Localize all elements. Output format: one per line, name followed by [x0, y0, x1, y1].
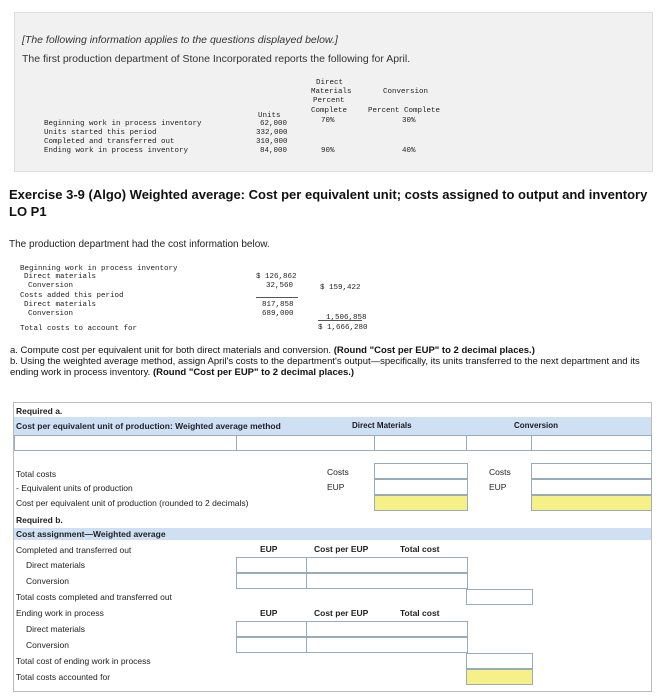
prod-row-conv: 40% [402, 147, 416, 155]
prod-row-conv: 30% [402, 117, 416, 125]
required-a-header: Cost per equivalent unit of production: Weighted average method [16, 421, 281, 431]
ending-conv-cost-input[interactable] [306, 637, 468, 653]
total-accounted-input[interactable] [466, 669, 533, 685]
conv-label-2: Conversion [26, 640, 69, 650]
cost-row-label: Direct materials [24, 273, 97, 281]
exercise-title: Exercise 3-9 (Algo) Weighted average: Cost per equivalent unit; costs assigned to output and inventory LO P1 [9, 187, 648, 219]
prod-row-units: 62,000 [260, 120, 288, 128]
ending-conv-eup-input[interactable] [236, 637, 308, 653]
input-cell[interactable] [531, 435, 652, 451]
cost-row-label: Costs added this period [20, 292, 124, 300]
completed-label: Completed and transferred out [16, 545, 132, 555]
ending-dm-eup-input[interactable] [236, 621, 308, 637]
cost-intro: The production department had the cost information below. [9, 239, 270, 250]
instruction-b: b. Using the weighted average method, assign April's costs to the department's output—specifically, its units transferred to the next department and its ending work in process inventory. (Round "Cost per EUP" to 2 decimal places.) [10, 356, 640, 378]
input-cell[interactable] [374, 435, 468, 451]
prod-row-units: 332,000 [256, 129, 288, 137]
cost-row-label: Conversion [28, 310, 74, 318]
cost-row-a: 817,858 [262, 301, 294, 309]
conv-total-costs-input[interactable] [531, 463, 652, 479]
total-costs-label: Total costs [16, 469, 57, 479]
input-cell[interactable] [14, 435, 238, 451]
instruction-a: a. Compute cost per equivalent unit for both direct materials and conversion. (Round "Cost per EUP" to 2 decimal places.) [10, 345, 535, 356]
conv-eup-input[interactable] [531, 479, 652, 495]
costs-label-conv: Costs [489, 467, 511, 477]
total-accounted-label: Total costs accounted for [16, 672, 111, 682]
col-conv-header-1: Conversion [383, 88, 429, 96]
col-dm-header-4: Complete [311, 107, 348, 115]
dm-label-2: Direct materials [26, 624, 86, 634]
cost-row-label: Direct materials [24, 301, 97, 309]
total-cost-col-header: Total cost [400, 544, 440, 554]
input-cell[interactable] [236, 435, 376, 451]
cost-per-eup-row-label: Cost per equivalent unit of production (rounded to 2 decimals) [16, 498, 249, 508]
ending-wip-label: Ending work in process [16, 608, 104, 618]
eup-label-dm: EUP [327, 482, 345, 492]
cost-row-b: $ 1,666,280 [318, 324, 368, 332]
cost-per-eup-col-header-2: Cost per EUP [314, 608, 369, 618]
input-cell[interactable] [466, 435, 533, 451]
prod-row-label: Beginning work in process inventory [44, 120, 202, 128]
ending-dm-cost-input[interactable] [306, 621, 468, 637]
prod-row-units: 84,000 [260, 147, 288, 155]
conv-header: Conversion [514, 421, 559, 430]
cost-per-eup-col-header: Cost per EUP [314, 544, 369, 554]
total-ending-input[interactable] [466, 653, 533, 669]
completed-conv-eup-input[interactable] [236, 573, 308, 589]
cost-row-a: 689,000 [262, 310, 294, 318]
dm-header: Direct Materials [352, 421, 412, 430]
conv-cost-per-eup-input[interactable] [531, 495, 652, 511]
col-conv-header-2: Percent Complete [368, 107, 441, 115]
prod-row-dm: 70% [321, 117, 335, 125]
prod-row-label: Completed and transferred out [44, 138, 175, 146]
col-dm-header-3: Percent [313, 97, 345, 105]
col-dm-header-2: Materials [311, 88, 352, 96]
costs-label-dm: Costs [327, 467, 349, 477]
cost-row-a: 32,560 [266, 282, 294, 290]
intro-text: [The following information applies to the questions displayed below.] [22, 34, 338, 46]
cost-row-label: Beginning work in process inventory [20, 265, 178, 273]
completed-conv-cost-input[interactable] [306, 573, 468, 589]
cost-row-a: $ 126,862 [256, 273, 297, 281]
cost-divider [318, 320, 362, 321]
dm-total-costs-input[interactable] [374, 463, 468, 479]
total-completed-input[interactable] [466, 589, 533, 605]
prod-row-units: 310,000 [256, 138, 288, 146]
completed-dm-eup-input[interactable] [236, 557, 308, 573]
prod-row-label: Ending work in process inventory [44, 147, 189, 155]
instructions [10, 345, 660, 378]
prod-row-dm: 90% [321, 147, 335, 155]
prod-row-label: Units started this period [44, 129, 157, 137]
cost-row-b: $ 159,422 [320, 284, 361, 292]
total-ending-label: Total cost of ending work in process [16, 656, 151, 666]
required-a-label: Required a. [16, 406, 63, 416]
eup-col-header-2: EUP [260, 608, 278, 618]
col-dm-header-1: Direct [316, 79, 344, 87]
dm-label: Direct materials [26, 560, 86, 570]
eup-col-header: EUP [260, 544, 278, 554]
dm-cost-per-eup-input[interactable] [374, 495, 468, 511]
intro-text-2: The first production department of Stone Incorporated reports the following for April. [22, 53, 411, 65]
cost-assign-header: Cost assignment—Weighted average [16, 529, 166, 539]
answer-worksheet [13, 402, 652, 692]
conv-label: Conversion [26, 576, 69, 586]
required-b-label: Required b. [16, 515, 63, 525]
total-completed-label: Total costs completed and transferred out [16, 592, 172, 602]
dm-eup-input[interactable] [374, 479, 468, 495]
eup-label-conv: EUP [489, 482, 507, 492]
cost-row-label: Total costs to account for [20, 325, 138, 333]
completed-dm-cost-input[interactable] [306, 557, 468, 573]
col-units-header: Units [258, 112, 281, 120]
cost-divider [256, 297, 298, 298]
cost-row-b: 1,506,858 [326, 314, 367, 322]
total-cost-col-header-2: Total cost [400, 608, 440, 618]
equiv-units-label: - Equivalent units of production [16, 483, 133, 493]
cost-row-label: Conversion [28, 282, 74, 290]
